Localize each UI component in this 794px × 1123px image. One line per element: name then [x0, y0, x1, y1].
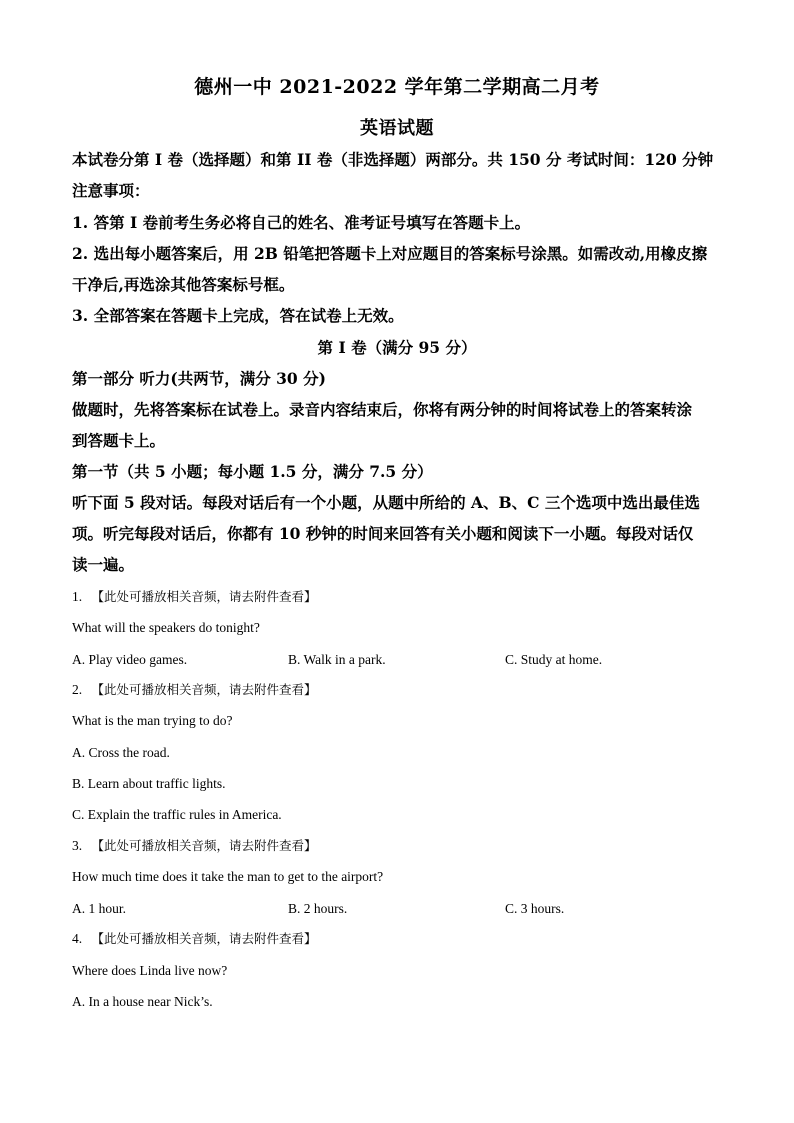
- option-c: C. 3 hours.: [505, 901, 565, 916]
- question-number: 1.: [72, 589, 83, 604]
- option-b: B. 2 hours.: [288, 901, 348, 916]
- section-directions-c: 读一遍。: [72, 555, 135, 574]
- audio-placeholder: 【此处可播放相关音频，请去附件查看】: [91, 931, 317, 946]
- section-directions-b: 项。听完每段对话后，你都有 10 秒钟的时间来回答有关小题和阅读下一小题。每段对话仅: [72, 524, 694, 543]
- audio-placeholder: 【此处可播放相关音频，请去附件查看】: [91, 838, 317, 853]
- question-audio-note: [72, 930, 317, 948]
- volume-heading: 第 I 卷（满分 95 分）: [317, 338, 477, 357]
- notice-rule-3: 3. 全部答案在答题卡上完成，答在试卷上无效。: [72, 306, 404, 325]
- question-number: 3.: [72, 838, 83, 853]
- question-stem: What is the man trying to do?: [72, 713, 233, 728]
- option-a: A. In a house near Nick’s.: [72, 994, 213, 1009]
- question-number: 4.: [72, 931, 83, 946]
- option-c: C. Explain the traffic rules in America.: [72, 807, 282, 822]
- section-heading: 第一节（共 5 小题；每小题 1.5 分，满分 7.5 分）: [72, 462, 433, 481]
- option-b: B. Walk in a park.: [288, 652, 386, 667]
- subject-title: 英语试题: [360, 118, 434, 139]
- option-a: A. 1 hour.: [72, 901, 126, 916]
- notice-heading: 注意事项：: [72, 181, 150, 200]
- audio-placeholder: 【此处可播放相关音频，请去附件查看】: [91, 589, 317, 604]
- question-number: 2.: [72, 682, 83, 697]
- exam-overview: 本试卷分第 I 卷（选择题）和第 II 卷（非选择题）两部分。共 150 分 考试时间：120 分钟: [72, 150, 714, 169]
- question-stem: What will the speakers do tonight?: [72, 620, 260, 635]
- question-audio-note: [72, 588, 317, 606]
- option-a: A. Cross the road.: [72, 745, 170, 760]
- part-heading: 第一部分 听力(共两节，满分 30 分): [72, 369, 326, 388]
- notice-rule-2b: 干净后,再选涂其他答案标号框。: [72, 275, 295, 294]
- question-audio-note: [72, 837, 317, 855]
- question-audio-note: [72, 681, 317, 699]
- option-b: B. Learn about traffic lights.: [72, 776, 226, 791]
- section-directions-a: 听下面 5 段对话。每段对话后有一个小题，从题中所给的 A、B、C 三个选项中选出最佳选: [72, 493, 700, 512]
- part-instruction-b: 到答题卡上。: [72, 431, 166, 450]
- question-stem: How much time does it take the man to get to the airport?: [72, 869, 384, 884]
- option-a: A. Play video games.: [72, 652, 188, 667]
- question-stem: Where does Linda live now?: [72, 963, 228, 978]
- exam-title: 德州一中 2021-2022 学年第二学期高二月考: [194, 76, 600, 98]
- part-instruction-a: 做题时，先将答案标在试卷上。录音内容结束后，你将有两分钟的时间将试卷上的答案转涂: [72, 400, 693, 419]
- option-c: C. Study at home.: [505, 652, 603, 667]
- notice-rule-2a: 2. 选出每小题答案后，用 2B 铅笔把答题卡上对应题目的答案标号涂黑。如需改动,用橡皮擦: [72, 244, 708, 263]
- notice-rule-1: 1. 答第 I 卷前考生务必将自己的姓名、准考证号填写在答题卡上。: [72, 213, 531, 232]
- audio-placeholder: 【此处可播放相关音频，请去附件查看】: [91, 682, 317, 697]
